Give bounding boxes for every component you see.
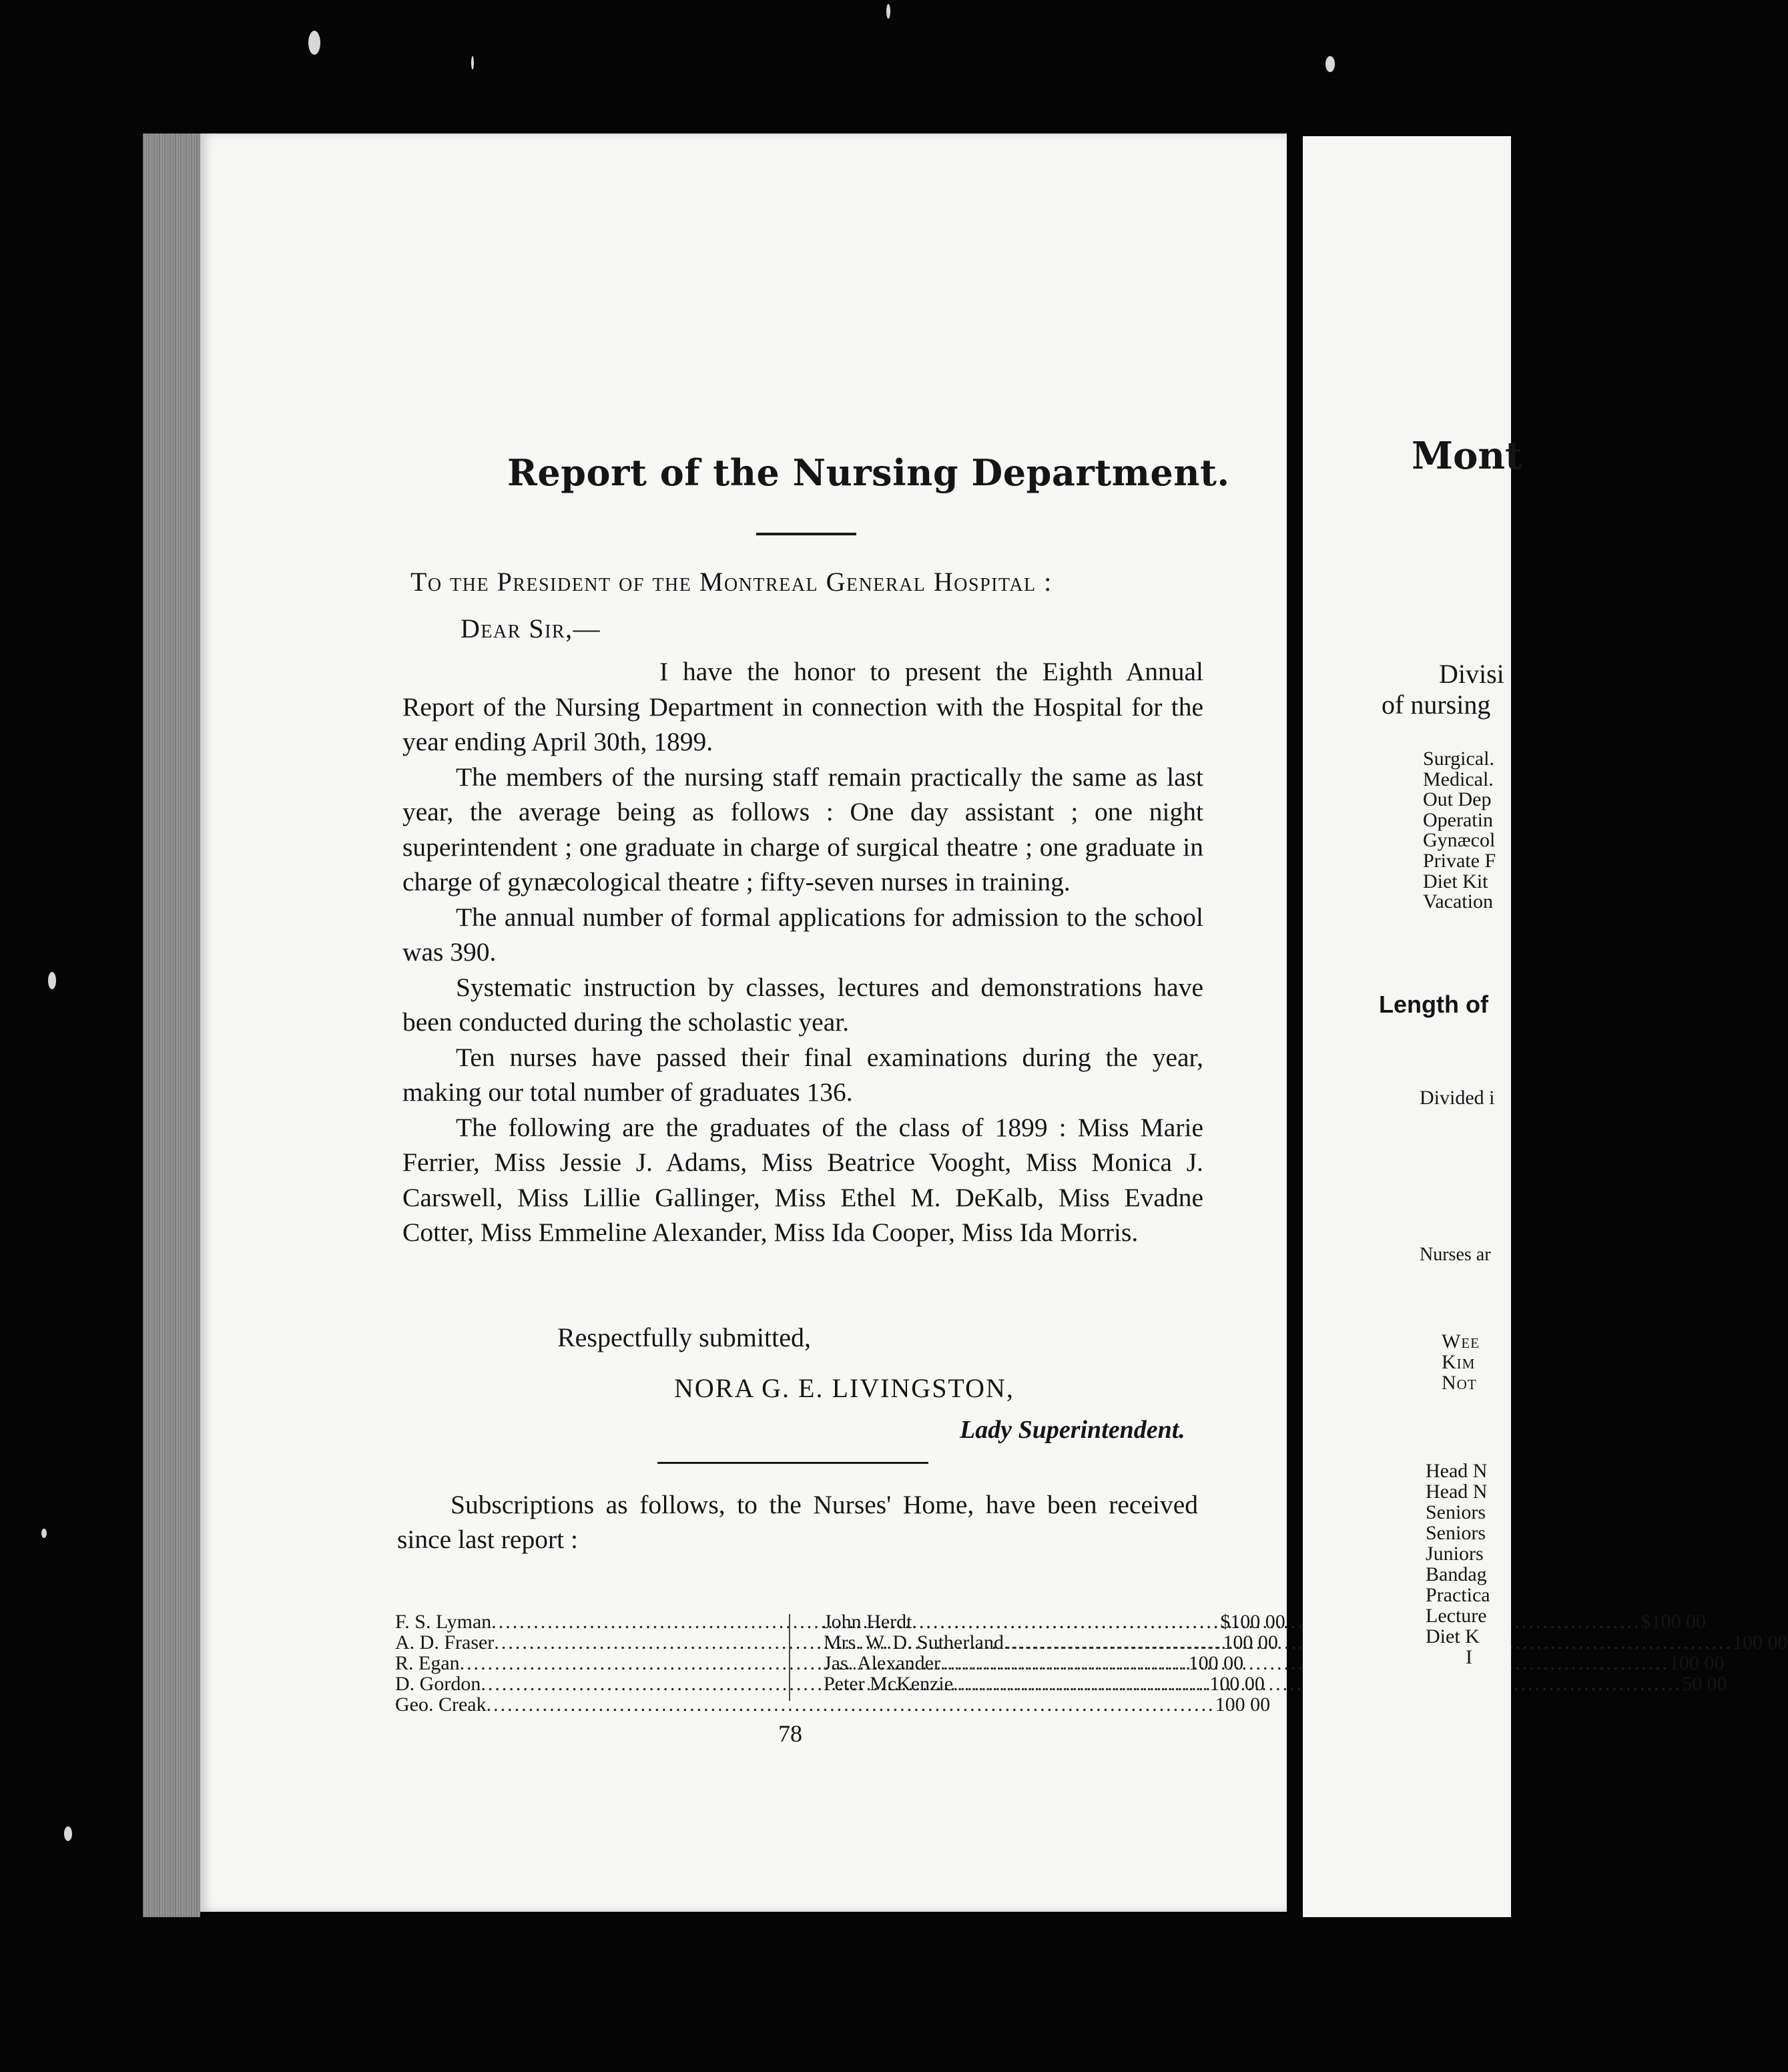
paragraph-6: The following are the graduates of the class of 1899 : Miss Marie Ferrier, Miss Jessie J. Adams, Miss Beatrice Vooght, Miss Monica J. Carswell, Miss Lillie Gallinger, Miss Ethel M. DeKalb, Miss Evadne Cotter, Miss Emmeline Alexander, Miss Ida Cooper, Miss Ida Morris.	[402, 1112, 1203, 1247]
signer-title: Lady Superintendent.	[960, 1416, 1185, 1444]
page-edge-left	[143, 134, 200, 1917]
paragraph-4: Systematic instruction by classes, lectures and demonstrations have been conducted during the scholastic year.	[402, 972, 1203, 1037]
leader-dots	[487, 1694, 1215, 1715]
scan-speck	[308, 31, 320, 55]
subscription-amount: $100 00	[1641, 1611, 1706, 1633]
subscriber-name: D. Gordon	[395, 1673, 481, 1695]
subscription-amount: 100 00	[1733, 1631, 1788, 1653]
list-item: Private F	[1423, 849, 1496, 872]
list-item: Surgical.	[1423, 748, 1494, 770]
signer-name: NORA G. E. LIVINGSTON,	[674, 1373, 1014, 1403]
subscription-amount: 100 00	[1209, 1673, 1265, 1695]
subscriber-name: Mrs. W. D. Sutherland	[824, 1631, 1004, 1653]
list-item: Juniors	[1426, 1543, 1484, 1565]
scan-speck	[886, 4, 890, 19]
list-item: Kim	[1442, 1351, 1476, 1373]
salutation: To the President of the Montreal General Hospital :	[410, 567, 1053, 597]
list-item: Vacation	[1423, 890, 1493, 913]
subscription-amount: 50 00	[1682, 1673, 1727, 1695]
subscriber-name: A. D. Fraser	[395, 1631, 495, 1653]
paragraph-2: The members of the nursing staff remain practically the same as last year, the average being as follows : One day assistant ; one night superintendent ; one graduate in charge of surgical theatre ; one graduate in charge of gynæcological theatre ; fifty-seven nurses in training.	[402, 762, 1203, 896]
scan-speck	[1325, 56, 1335, 72]
list-item: Head N	[1426, 1460, 1488, 1482]
leader-dots	[912, 1611, 1641, 1632]
list-item: Practica	[1426, 1584, 1490, 1606]
page-number: 78	[778, 1720, 802, 1747]
column-divider	[789, 1614, 790, 1701]
right-page-heading: Length of	[1379, 991, 1488, 1018]
subscriber-name: John Herdt	[824, 1611, 912, 1633]
list-item: Diet Kit	[1423, 870, 1488, 892]
subscriber-name: F. S. Lyman	[395, 1611, 492, 1633]
right-page-text: Divided i	[1420, 1087, 1495, 1109]
section-rule	[657, 1462, 928, 1464]
right-page-list	[1423, 749, 1496, 913]
subscriptions-intro	[397, 1487, 1198, 1557]
list-item: I	[1466, 1646, 1472, 1668]
right-page-text: Nurses ar	[1420, 1244, 1491, 1265]
subscription-amount: 100 00	[1223, 1631, 1278, 1653]
subscriber-name: Geo. Creak	[395, 1694, 487, 1716]
closing-line: Respectfully submitted,	[557, 1322, 811, 1352]
list-item: Operatin	[1423, 808, 1493, 831]
subscription-row	[824, 1652, 1725, 1674]
subscription-amount: 100 00	[1669, 1652, 1725, 1674]
list-item: Wee	[1442, 1330, 1480, 1352]
subscription-amount: $100 00	[1220, 1611, 1285, 1633]
scan-speck	[471, 56, 474, 69]
right-page-caps-list	[1442, 1331, 1480, 1393]
list-item: Diet K	[1426, 1625, 1480, 1647]
list-item: Gynæcol	[1423, 829, 1496, 852]
paragraph-5: Ten nurses have passed their final examinations during the year, making our total number of graduates 136.	[402, 1042, 1203, 1107]
list-item: Bandag	[1426, 1563, 1487, 1585]
list-item: Seniors	[1426, 1501, 1486, 1523]
subscriptions-intro-text: Subscriptions as follows, to the Nurses' Home, have been received since last report :	[397, 1490, 1198, 1554]
subscription-amount: 100 00	[1188, 1652, 1244, 1674]
scan-speck	[48, 972, 56, 989]
subscription-row	[395, 1694, 1271, 1716]
list-item: Not	[1442, 1372, 1477, 1394]
report-title: Report of the Nursing Department.	[507, 451, 1230, 494]
subscriber-name: Jas. Alexander	[824, 1652, 940, 1674]
list-item: Head N	[1426, 1481, 1488, 1503]
list-item: Seniors	[1426, 1522, 1486, 1544]
right-page-text: Divisi	[1439, 659, 1504, 689]
greeting: Dear Sir,—	[461, 613, 601, 643]
paragraph-3: The annual number of formal applications for admission to the school was 390.	[402, 902, 1203, 967]
subscriber-name: R. Egan	[395, 1652, 460, 1674]
list-item: Lecture	[1426, 1605, 1487, 1627]
scan-speck	[64, 1826, 72, 1841]
subscriber-name: Peter McKenzie	[824, 1673, 954, 1695]
right-page-list-2	[1426, 1461, 1490, 1667]
right-page-partial	[1303, 136, 1522, 1917]
right-page-title: Mont	[1412, 434, 1522, 478]
paragraph-1: I have the honor to present the Eighth Annual Report of the Nursing Department in connection with the Hospital for the year ending April 30th, 1899.	[402, 657, 1203, 756]
list-item: Out Dep	[1423, 788, 1492, 811]
scan-speck	[41, 1529, 47, 1538]
subscription-amount: 100 00	[1215, 1694, 1271, 1716]
right-page-text: of nursing	[1382, 690, 1491, 720]
report-body	[402, 654, 1203, 1250]
title-rule	[756, 533, 856, 535]
list-item: Medical.	[1423, 768, 1494, 790]
